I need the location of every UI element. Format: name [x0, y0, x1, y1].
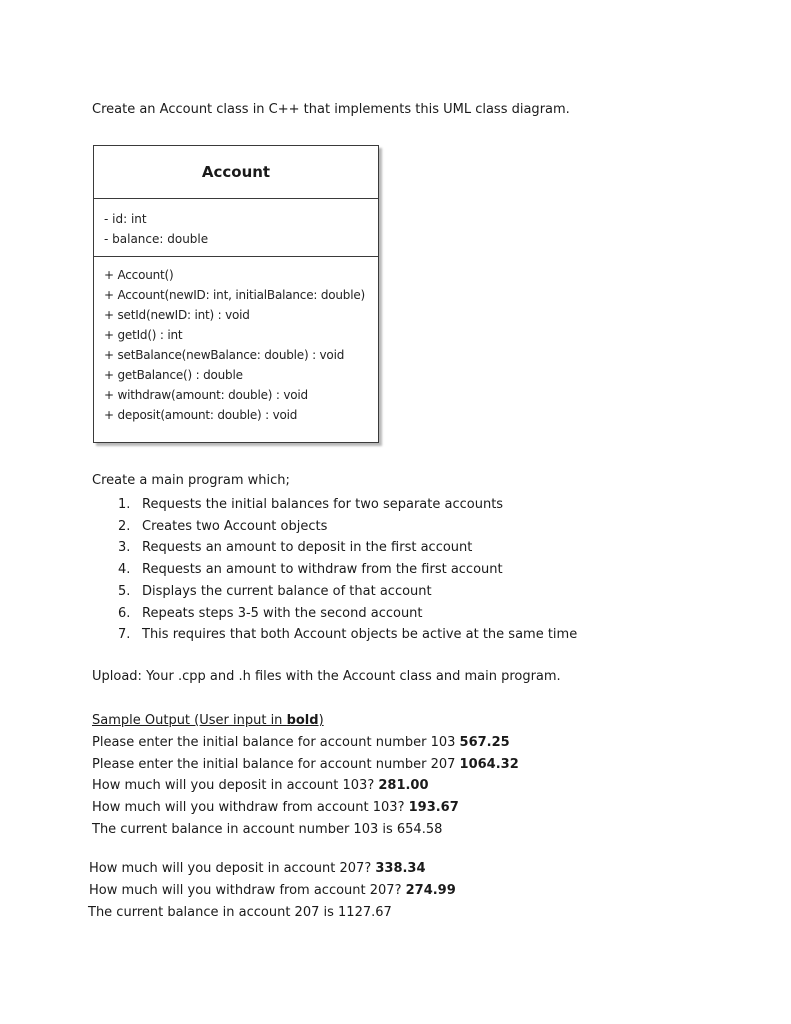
user-input: 567.25: [459, 735, 510, 750]
output-text: How much will you deposit in account 207?: [89, 861, 376, 876]
main-program-intro: Create a main program which;: [92, 473, 290, 488]
steps-list: [118, 494, 577, 646]
output-text: Please enter the initial balance for account number 207: [92, 757, 460, 772]
uml-method: + Account(): [104, 268, 174, 282]
output-text: How much will you withdraw from account 103?: [92, 800, 409, 815]
uml-method: + setId(newID: int) : void: [104, 308, 250, 322]
step-number: 4.: [118, 562, 131, 578]
step-number: 2.: [118, 518, 131, 534]
sample-output-line: [92, 800, 459, 816]
uml-attributes: [94, 199, 378, 257]
uml-methods: [94, 257, 378, 425]
list-item: [118, 603, 577, 625]
step-number: 5.: [118, 583, 131, 599]
uml-method: + Account(newID: int, initialBalance: double): [104, 288, 366, 302]
user-input: 1064.32: [459, 757, 519, 772]
uml-attribute: - balance: double: [104, 232, 209, 246]
uml-class-name: Account: [94, 146, 378, 199]
sample-output-line: [88, 905, 392, 921]
sample-output-line: [89, 861, 426, 877]
uml-method: + deposit(amount: double) : void: [104, 408, 298, 422]
step-text: Creates two Account objects: [142, 518, 328, 534]
list-item: [118, 494, 577, 516]
uml-method: + withdraw(amount: double) : void: [104, 388, 308, 402]
sample-output-heading: [92, 713, 324, 729]
step-text: Requests an amount to withdraw from the first account: [142, 562, 503, 578]
uml-method: + getBalance() : double: [104, 368, 243, 382]
upload-instructions: Upload: Your .cpp and .h files with the Account class and main program.: [92, 669, 561, 684]
user-input: 281.00: [378, 778, 429, 793]
output-text: Please enter the initial balance for account number 103: [92, 735, 460, 750]
step-number: 1.: [118, 497, 131, 512]
uml-method: + getId() : int: [104, 328, 183, 342]
uml-class-diagram: [93, 145, 379, 443]
list-item: [118, 559, 577, 581]
step-text: This requires that both Account objects be active at the same time: [142, 627, 578, 643]
user-input: 338.34: [375, 861, 426, 876]
uml-attribute: - id: int: [104, 212, 147, 226]
list-item: [118, 624, 577, 646]
sample-output-line: [92, 822, 442, 838]
output-text: How much will you withdraw from account 207?: [89, 883, 406, 898]
output-text: The current balance in account 207 is 1127.67: [88, 905, 392, 920]
step-text: Requests the initial balances for two separate accounts: [142, 497, 504, 512]
output-text: How much will you deposit in account 103?: [92, 778, 379, 793]
uml-method: + setBalance(newBalance: double) : void: [104, 348, 345, 362]
sample-output-line: [92, 757, 519, 773]
sample-heading-prefix: Sample Output (User input in: [92, 713, 287, 728]
step-text: Displays the current balance of that account: [142, 583, 432, 599]
output-text: The current balance in account number 103 is 654.58: [92, 822, 443, 837]
step-number: 3.: [118, 540, 131, 556]
sample-heading-suffix: ): [318, 713, 324, 728]
list-item: [118, 581, 577, 603]
intro-text: Create an Account class in C++ that implements this UML class diagram.: [92, 102, 570, 117]
user-input: 193.67: [408, 800, 459, 815]
sample-output-line: [92, 735, 510, 751]
sample-heading-bold: bold: [286, 713, 319, 728]
list-item: [118, 537, 577, 559]
sample-output-line: [89, 883, 456, 899]
step-number: 6.: [118, 605, 131, 621]
user-input: 274.99: [405, 883, 456, 898]
list-item: [118, 516, 577, 538]
sample-output-line: [92, 778, 429, 794]
step-text: Repeats steps 3-5 with the second account: [142, 605, 423, 621]
step-text: Requests an amount to deposit in the first account: [142, 540, 473, 556]
step-number: 7.: [118, 627, 131, 643]
